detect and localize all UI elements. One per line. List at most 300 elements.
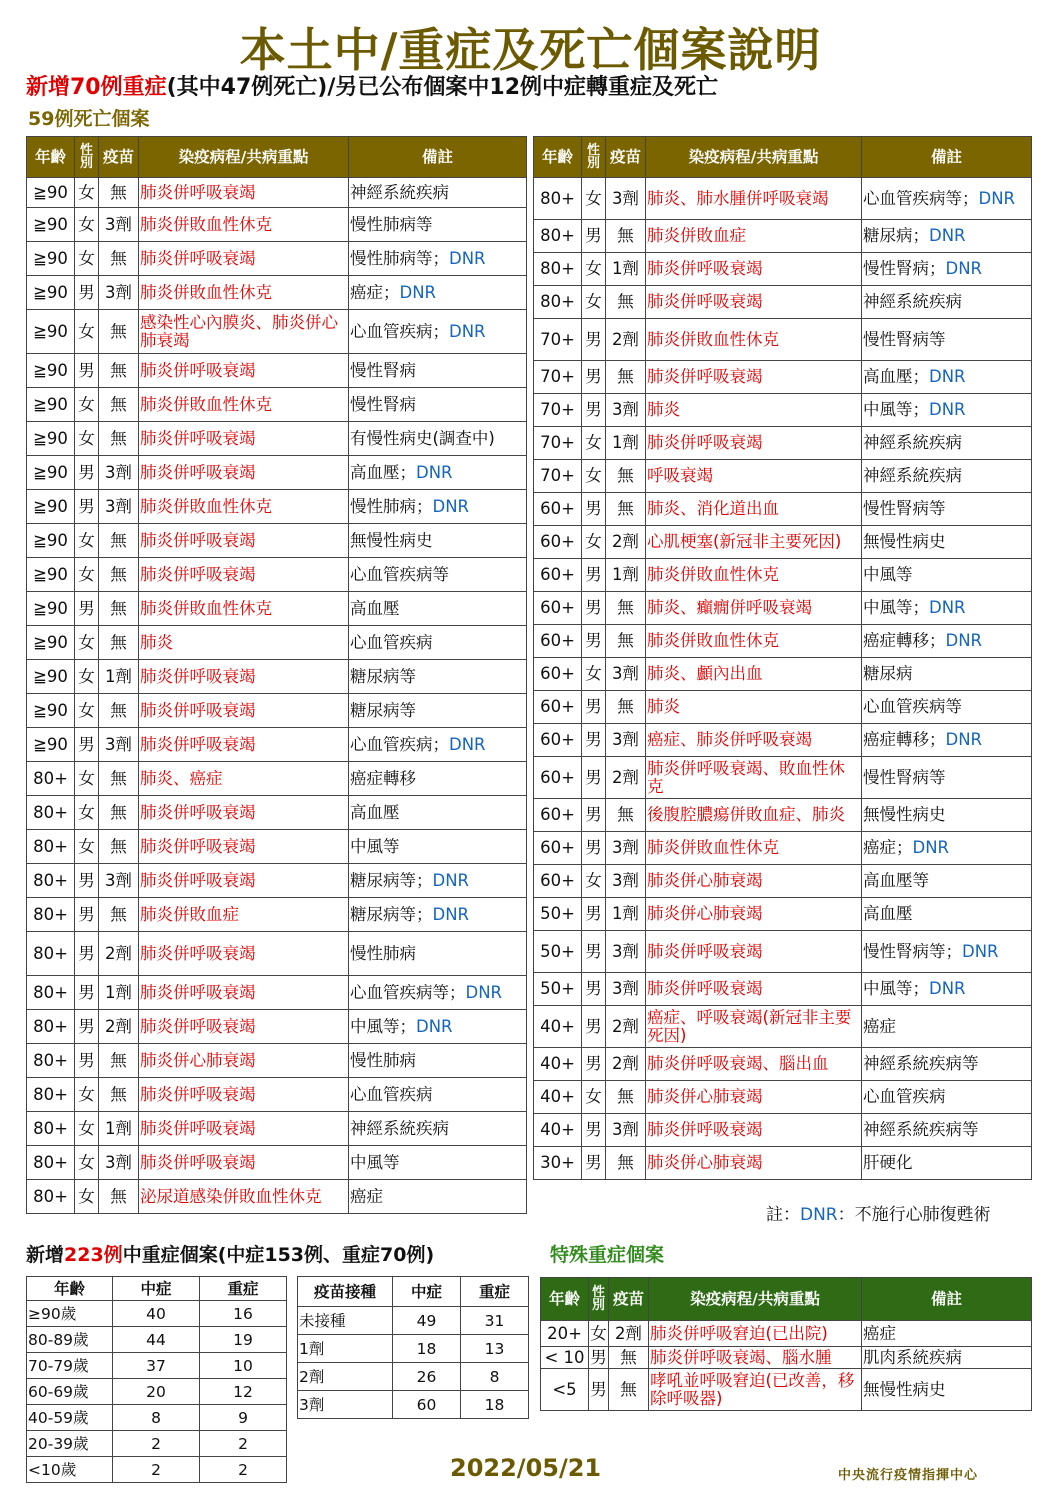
sex-cell: 男 bbox=[582, 592, 606, 625]
table-row bbox=[27, 762, 527, 796]
course-cell: 感染性心內膜炎、肺炎併心肺衰竭 bbox=[139, 310, 349, 354]
course-cell: 肺炎併呼吸衰竭 bbox=[139, 796, 349, 830]
count-cell: 20 bbox=[113, 1379, 200, 1405]
table-row bbox=[534, 394, 1032, 427]
vaccine-cell: 無 bbox=[99, 830, 139, 864]
age-cell: 60+ bbox=[534, 832, 582, 865]
dnr-flag: DNR bbox=[449, 734, 486, 754]
count-cell: 8 bbox=[113, 1405, 200, 1431]
table-row bbox=[534, 931, 1032, 973]
course-cell: 肺炎併敗血性休克 bbox=[646, 832, 862, 865]
note-cell bbox=[349, 626, 527, 660]
table-row bbox=[27, 310, 527, 354]
age-cell: 80+ bbox=[27, 898, 75, 932]
vaccine-cell: 無 bbox=[99, 242, 139, 276]
note-cell bbox=[862, 394, 1032, 427]
note-text: 高血壓 bbox=[350, 802, 400, 822]
table-row bbox=[534, 799, 1032, 832]
note-text: 糖尿病等 bbox=[350, 700, 416, 720]
age-cell: 70+ bbox=[534, 319, 582, 361]
course-cell: 肺炎併呼吸衰竭 bbox=[139, 354, 349, 388]
sex-cell: 女 bbox=[75, 178, 99, 208]
course-cell: 肺炎併呼吸衰竭 bbox=[139, 932, 349, 976]
age-cell: 80+ bbox=[27, 1078, 75, 1112]
course-cell: 癌症、呼吸衰竭(新冠非主要死因) bbox=[646, 1006, 862, 1048]
note-text: 癌症； bbox=[350, 282, 400, 302]
sex-cell: 男 bbox=[582, 493, 606, 526]
table-row bbox=[27, 1405, 287, 1431]
vaccine-cell: 無 bbox=[609, 1369, 649, 1411]
course-cell: 呼吸衰竭 bbox=[646, 460, 862, 493]
sex-cell: 女 bbox=[75, 1112, 99, 1146]
table-row bbox=[534, 493, 1032, 526]
age-cell: ≧90 bbox=[27, 592, 75, 626]
sex-cell: 男 bbox=[582, 931, 606, 973]
note-text: 癌症； bbox=[863, 838, 913, 857]
course-cell: 肺炎併呼吸衰竭 bbox=[646, 286, 862, 319]
age-cell: < 10 bbox=[541, 1347, 589, 1369]
header-sex: 性別 bbox=[75, 137, 99, 178]
age-cell: 80+ bbox=[27, 830, 75, 864]
sex-cell: 男 bbox=[75, 932, 99, 976]
sex-cell: 女 bbox=[582, 253, 606, 286]
table-row bbox=[298, 1391, 529, 1419]
age-cell: 60+ bbox=[534, 799, 582, 832]
note-text: 心血管疾病等 bbox=[350, 564, 449, 584]
sex-cell: 男 bbox=[75, 592, 99, 626]
note-cell bbox=[349, 1146, 527, 1180]
note-cell bbox=[862, 493, 1032, 526]
note-text: 慢性腎病等 bbox=[863, 329, 946, 349]
category-cell: 2劑 bbox=[298, 1363, 393, 1391]
sex-cell: 女 bbox=[75, 310, 99, 354]
sex-cell: 女 bbox=[75, 1180, 99, 1214]
note-text: 中風等； bbox=[863, 979, 929, 998]
vaccine-cell: 2劑 bbox=[606, 757, 646, 799]
page-title: 本土中/重症及死亡個案說明 bbox=[239, 23, 822, 77]
table-row bbox=[534, 1081, 1032, 1114]
age-cell: 60+ bbox=[534, 724, 582, 757]
vaccine-cell: 無 bbox=[99, 592, 139, 626]
note-cell bbox=[862, 973, 1032, 1006]
note-text: 心血管疾病； bbox=[350, 734, 449, 754]
category-cell: 80-89歲 bbox=[27, 1327, 113, 1353]
dnr-note: 註：DNR：不施行心肺復甦術 bbox=[766, 1205, 991, 1225]
age-cell: ≧90 bbox=[27, 728, 75, 762]
sex-cell: 女 bbox=[582, 286, 606, 319]
vaccine-cell: 3劑 bbox=[99, 208, 139, 242]
vaccine-cell: 無 bbox=[606, 286, 646, 319]
note-text: 心血管疾病等； bbox=[350, 982, 466, 1002]
vaccine-cell: 無 bbox=[99, 1078, 139, 1112]
age-cell: 20+ bbox=[541, 1321, 589, 1347]
count-cell: 37 bbox=[113, 1353, 200, 1379]
table-row bbox=[541, 1321, 1032, 1347]
age-cell: 80+ bbox=[27, 762, 75, 796]
course-cell: 肺炎、消化道出血 bbox=[646, 493, 862, 526]
course-cell: 肺炎併呼吸衰竭 bbox=[139, 728, 349, 762]
header-age: 年齡 bbox=[534, 137, 582, 178]
table-row bbox=[534, 691, 1032, 724]
table-row bbox=[27, 976, 527, 1010]
vaccine-cell: 無 bbox=[99, 694, 139, 728]
age-cell: ≧90 bbox=[27, 558, 75, 592]
sex-cell: 男 bbox=[75, 490, 99, 524]
note-text: 慢性腎病 bbox=[350, 394, 416, 414]
sex-cell: 男 bbox=[582, 973, 606, 1006]
count-cell: 8 bbox=[461, 1363, 529, 1391]
count-cell: 2 bbox=[200, 1457, 287, 1483]
table-row bbox=[541, 1369, 1032, 1411]
table-row bbox=[27, 796, 527, 830]
note-text: 高血壓； bbox=[350, 462, 416, 482]
vaccine-cell: 1劑 bbox=[606, 253, 646, 286]
age-cell: ≧90 bbox=[27, 242, 75, 276]
note-text: 高血壓； bbox=[863, 367, 929, 386]
course-cell: 肺炎併呼吸衰竭、腦出血 bbox=[646, 1048, 862, 1081]
course-cell: 肺炎併呼吸衰竭 bbox=[646, 973, 862, 1006]
table-row bbox=[298, 1363, 529, 1391]
sex-cell: 女 bbox=[582, 178, 606, 220]
special-cases-table bbox=[540, 1277, 1032, 1411]
note-cell bbox=[349, 524, 527, 558]
note-text: 心血管疾病等 bbox=[863, 697, 962, 716]
count-cell: 9 bbox=[200, 1405, 287, 1431]
dnr-flag: DNR bbox=[912, 838, 950, 857]
table-row bbox=[534, 658, 1032, 691]
note-cell: 無慢性病史 bbox=[862, 1369, 1032, 1411]
table-row bbox=[298, 1335, 529, 1363]
sex-cell: 男 bbox=[582, 319, 606, 361]
sex-cell: 男 bbox=[582, 559, 606, 592]
note-cell bbox=[349, 490, 527, 524]
note-text: 糖尿病 bbox=[863, 664, 913, 683]
table-row bbox=[27, 592, 527, 626]
vaccine-cell: 3劑 bbox=[606, 178, 646, 220]
vaccine-cell: 無 bbox=[606, 799, 646, 832]
note-cell bbox=[862, 865, 1032, 898]
sex-cell: 女 bbox=[75, 660, 99, 694]
sex-cell: 女 bbox=[582, 658, 606, 691]
category-cell: 3劑 bbox=[298, 1391, 393, 1419]
header-note: 備註 bbox=[862, 1278, 1032, 1321]
table-row bbox=[27, 1353, 287, 1379]
vaccine-cell: 無 bbox=[99, 388, 139, 422]
note-cell bbox=[862, 460, 1032, 493]
vaccine-cell: 無 bbox=[99, 796, 139, 830]
course-cell: 肺炎併敗血性休克 bbox=[139, 592, 349, 626]
course-cell: 肺炎併呼吸衰竭 bbox=[646, 361, 862, 394]
vaccine-cell: 3劑 bbox=[606, 931, 646, 973]
dnr-flag: DNR bbox=[978, 188, 1016, 208]
table-row bbox=[27, 1146, 527, 1180]
course-cell: 肺炎併心肺衰竭 bbox=[139, 1044, 349, 1078]
table-row bbox=[534, 559, 1032, 592]
sex-cell: 男 bbox=[75, 976, 99, 1010]
report-date: 2022/05/21 bbox=[450, 1454, 602, 1482]
vaccine-cell: 無 bbox=[99, 354, 139, 388]
vaccine-cell: 無 bbox=[606, 460, 646, 493]
table-row bbox=[27, 830, 527, 864]
vaccine-cell: 2劑 bbox=[99, 932, 139, 976]
age-cell: ≧90 bbox=[27, 310, 75, 354]
sex-cell: 男 bbox=[590, 1347, 607, 1367]
note-cell bbox=[349, 932, 527, 976]
vaccine-cell: 3劑 bbox=[99, 456, 139, 490]
note-cell bbox=[349, 728, 527, 762]
table-row bbox=[27, 898, 527, 932]
sex-cell: 男 bbox=[582, 1147, 606, 1180]
course-cell: 肺炎、癌症 bbox=[139, 762, 349, 796]
count-cell: 2 bbox=[113, 1457, 200, 1483]
age-cell: 80+ bbox=[27, 1010, 75, 1044]
table-row bbox=[27, 178, 527, 208]
sex-cell: 男 bbox=[75, 898, 99, 932]
note-cell bbox=[349, 1078, 527, 1112]
age-cell: 80+ bbox=[27, 1146, 75, 1180]
note-cell bbox=[862, 658, 1032, 691]
course-cell: 肺炎 bbox=[139, 626, 349, 660]
note-text: 癌症 bbox=[350, 1186, 383, 1206]
note-text: 有慢性病史(調查中) bbox=[350, 428, 495, 448]
note-cell bbox=[349, 276, 527, 310]
table-row bbox=[534, 178, 1032, 220]
course-cell: 肺炎併敗血症 bbox=[139, 898, 349, 932]
sex-cell: 男 bbox=[582, 691, 606, 724]
vaccine-cell: 1劑 bbox=[99, 660, 139, 694]
age-cell: ≧90 bbox=[27, 354, 75, 388]
vaccine-cell: 無 bbox=[99, 422, 139, 456]
note-cell bbox=[862, 592, 1032, 625]
sex-cell: 女 bbox=[75, 242, 99, 276]
header-course: 染疫病程/共病重點 bbox=[646, 137, 862, 178]
age-cell: 60+ bbox=[534, 691, 582, 724]
note-text: 慢性腎病等 bbox=[863, 499, 946, 518]
vaccine-cell: 無 bbox=[606, 493, 646, 526]
age-cell: 30+ bbox=[534, 1147, 582, 1180]
table-row bbox=[534, 286, 1032, 319]
vaccine-cell: 2劑 bbox=[606, 526, 646, 559]
course-cell: 肺炎併呼吸衰竭 bbox=[139, 1146, 349, 1180]
table-row bbox=[534, 460, 1032, 493]
count-cell: 2 bbox=[113, 1431, 200, 1457]
note-cell bbox=[862, 253, 1032, 286]
header-note: 備註 bbox=[862, 137, 1032, 178]
table-row bbox=[27, 728, 527, 762]
header-note: 備註 bbox=[349, 137, 527, 178]
table-row bbox=[27, 558, 527, 592]
count-cell: 16 bbox=[200, 1301, 287, 1327]
note-text: 癌症轉移； bbox=[863, 730, 946, 749]
table-row bbox=[534, 625, 1032, 658]
sex-cell: 女 bbox=[75, 208, 99, 242]
course-cell: 心肌梗塞(新冠非主要死因) bbox=[646, 526, 862, 559]
vaccine-cell: 無 bbox=[99, 626, 139, 660]
note-cell bbox=[349, 1180, 527, 1214]
count-cell: 44 bbox=[113, 1327, 200, 1353]
note-cell bbox=[349, 830, 527, 864]
vaccine-cell: 無 bbox=[606, 625, 646, 658]
note-cell bbox=[349, 592, 527, 626]
course-cell: 肺炎併呼吸衰竭 bbox=[646, 427, 862, 460]
count-cell: 12 bbox=[200, 1379, 287, 1405]
course-cell: 肺炎併呼吸衰竭 bbox=[139, 864, 349, 898]
count-cell: 31 bbox=[461, 1307, 529, 1335]
sex-cell: 女 bbox=[75, 422, 99, 456]
sex-cell: 女 bbox=[582, 865, 606, 898]
note-cell bbox=[349, 762, 527, 796]
course-cell: 肺炎併呼吸衰竭 bbox=[139, 422, 349, 456]
sex-cell: 男 bbox=[582, 898, 606, 931]
summary-title: 新增223例中重症個案(中症153例、重症70例) bbox=[26, 1244, 435, 1266]
course-cell: 肺炎併敗血性休克 bbox=[139, 208, 349, 242]
note-text: 糖尿病； bbox=[863, 226, 929, 245]
vaccine-cell: 2劑 bbox=[609, 1321, 649, 1347]
course-cell: 泌尿道感染併敗血性休克 bbox=[139, 1180, 349, 1214]
sex-cell: 男 bbox=[582, 1006, 606, 1048]
note-text: 無慢性病史 bbox=[863, 532, 946, 551]
course-cell: 肺炎併敗血性休克 bbox=[646, 625, 862, 658]
table-row bbox=[534, 724, 1032, 757]
sex-cell: 男 bbox=[582, 220, 606, 253]
note-cell bbox=[862, 757, 1032, 799]
count-cell: 18 bbox=[393, 1335, 461, 1363]
dnr-flag: DNR bbox=[929, 226, 966, 245]
age-cell: ≧90 bbox=[27, 178, 75, 208]
course-cell: 肺炎 bbox=[646, 691, 862, 724]
age-cell: 40+ bbox=[534, 1006, 582, 1048]
course-cell: 肺炎併敗血性休克 bbox=[139, 388, 349, 422]
note-cell bbox=[349, 422, 527, 456]
course-cell: 肺炎併呼吸衰竭 bbox=[139, 1010, 349, 1044]
age-cell: 60+ bbox=[534, 493, 582, 526]
note-cell bbox=[349, 354, 527, 388]
vaccine-cell: 3劑 bbox=[606, 1114, 646, 1147]
table-row bbox=[534, 361, 1032, 394]
note-cell bbox=[349, 208, 527, 242]
age-cell: 70+ bbox=[534, 460, 582, 493]
note-text: 無慢性病史 bbox=[350, 530, 433, 550]
age-cell: ≧90 bbox=[27, 490, 75, 524]
note-text: 中風等 bbox=[350, 1152, 400, 1172]
note-text: 神經系統疾病 bbox=[863, 466, 962, 485]
age-cell: 60+ bbox=[534, 658, 582, 691]
count-cell: 10 bbox=[200, 1353, 287, 1379]
age-cell: 80+ bbox=[27, 1112, 75, 1146]
note-text: 中風等； bbox=[863, 400, 929, 419]
dnr-flag: DNR bbox=[962, 941, 999, 961]
age-cell: 40+ bbox=[534, 1114, 582, 1147]
count-cell: 19 bbox=[200, 1327, 287, 1353]
table-row bbox=[541, 1347, 1032, 1369]
table-row bbox=[27, 932, 527, 976]
age-cell: 50+ bbox=[534, 973, 582, 1006]
sex-cell: 女 bbox=[582, 427, 606, 460]
header-age: 年齡 bbox=[541, 1278, 589, 1321]
age-cell: ≧90 bbox=[27, 276, 75, 310]
sex-cell: 男 bbox=[582, 1048, 606, 1081]
sex-cell: 男 bbox=[75, 456, 99, 490]
note-text: 慢性肺病 bbox=[350, 1050, 416, 1070]
note-text: 糖尿病等； bbox=[350, 904, 433, 924]
age-cell: <5 bbox=[541, 1369, 589, 1411]
note-text: 慢性肺病； bbox=[350, 496, 433, 516]
note-text: 慢性腎病 bbox=[350, 360, 416, 380]
vaccine-cell: 無 bbox=[99, 1180, 139, 1214]
note-cell bbox=[349, 1112, 527, 1146]
age-cell: 70+ bbox=[534, 427, 582, 460]
vaccine-cell: 無 bbox=[99, 1044, 139, 1078]
note-cell bbox=[862, 724, 1032, 757]
header-course: 染疫病程/共病重點 bbox=[139, 137, 349, 178]
count-cell: 26 bbox=[393, 1363, 461, 1391]
sex-cell: 女 bbox=[75, 558, 99, 592]
vaccine-cell: 2劑 bbox=[99, 1010, 139, 1044]
sex-cell: 男 bbox=[582, 361, 606, 394]
dnr-flag: DNR bbox=[945, 631, 983, 650]
vaccine-cell: 1劑 bbox=[606, 559, 646, 592]
age-cell: ≧90 bbox=[27, 422, 75, 456]
sex-cell: 男 bbox=[582, 1114, 606, 1147]
organization-name: 中央流行疫情指揮中心 bbox=[838, 1468, 979, 1483]
table-row bbox=[27, 1044, 527, 1078]
table-row bbox=[27, 208, 527, 242]
note-cell bbox=[862, 178, 1032, 220]
count-cell: 18 bbox=[461, 1391, 529, 1419]
note-cell bbox=[862, 220, 1032, 253]
age-cell: ≧90 bbox=[27, 388, 75, 422]
header-vaccine: 疫苗 bbox=[99, 137, 139, 178]
course-cell: 肺炎併敗血性休克 bbox=[646, 559, 862, 592]
sex-cell: 女 bbox=[75, 1146, 99, 1180]
course-cell: 肺炎併心肺衰竭 bbox=[646, 898, 862, 931]
note-cell bbox=[862, 832, 1032, 865]
note-text: 糖尿病等； bbox=[350, 870, 433, 890]
age-cell: 60+ bbox=[534, 625, 582, 658]
course-cell: 肺炎併呼吸衰竭 bbox=[139, 1112, 349, 1146]
dnr-flag: DNR bbox=[945, 259, 983, 278]
note-cell bbox=[862, 931, 1032, 973]
table-row bbox=[534, 865, 1032, 898]
age-cell: 80+ bbox=[27, 796, 75, 830]
count-cell: 60 bbox=[393, 1391, 461, 1419]
dnr-flag: DNR bbox=[929, 598, 966, 617]
course-cell: 肺炎併呼吸衰竭 bbox=[139, 660, 349, 694]
age-cell: 80+ bbox=[534, 220, 582, 253]
age-cell: 80+ bbox=[534, 286, 582, 319]
note-text: 高血壓 bbox=[863, 904, 913, 923]
sex-cell: 女 bbox=[75, 830, 99, 864]
category-cell: 70-79歲 bbox=[27, 1353, 113, 1379]
age-cell: 50+ bbox=[534, 898, 582, 931]
table-row bbox=[298, 1307, 529, 1335]
count-cell: 49 bbox=[393, 1307, 461, 1335]
table-row bbox=[534, 592, 1032, 625]
dnr-flag: DNR bbox=[416, 462, 453, 482]
category-cell: 20-39歲 bbox=[27, 1431, 113, 1457]
note-cell bbox=[862, 691, 1032, 724]
note-text: 心血管疾病； bbox=[350, 321, 449, 341]
header-course: 染疫病程/共病重點 bbox=[649, 1278, 862, 1321]
course-cell: 肺炎併呼吸衰竭 bbox=[646, 253, 862, 286]
vaccine-cell: 無 bbox=[99, 762, 139, 796]
sex-cell: 男 bbox=[582, 799, 606, 832]
sex-cell: 男 bbox=[75, 354, 99, 388]
count-cell: 13 bbox=[461, 1335, 529, 1363]
sex-cell: 男 bbox=[582, 724, 606, 757]
course-cell: 肺炎併呼吸衰竭 bbox=[139, 524, 349, 558]
sex-cell: 女 bbox=[75, 1078, 99, 1112]
